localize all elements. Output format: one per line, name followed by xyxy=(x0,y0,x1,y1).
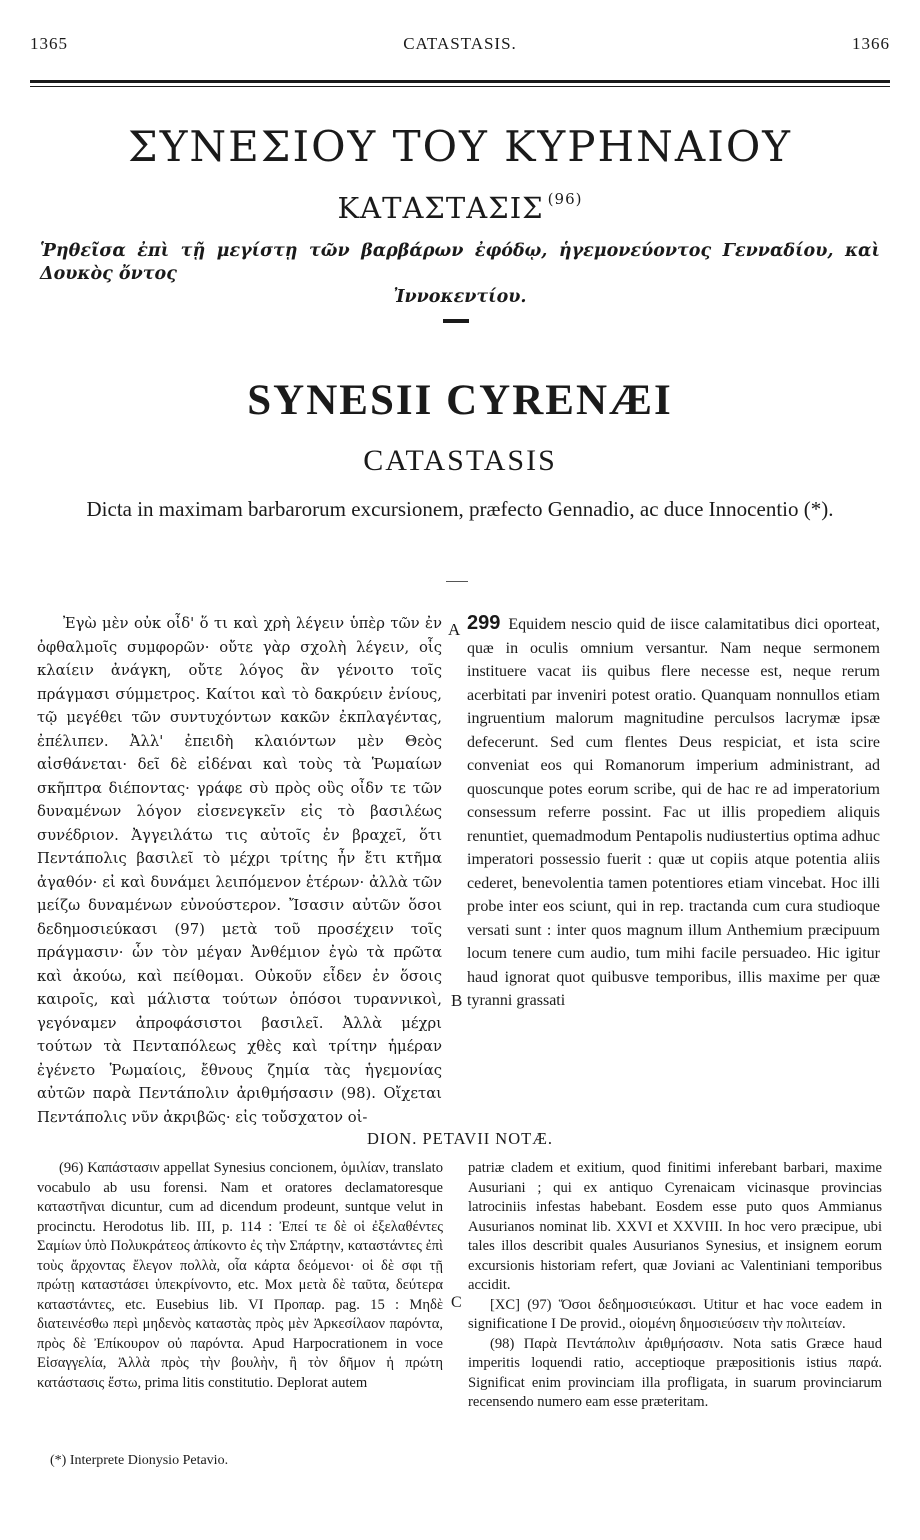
greek-subtitle xyxy=(0,190,920,225)
note-96: (96) Καπάστασιν appellat Synesius concionem, ὁμιλίαν, translato vocabulo ab usu forensi. Nam et oratores declamatoresque καταστῆναι dicuntur, cum ad dicendum prodeunt, suntque velut in procinctu. Herodotus lib. III, p. 114 : Ἐπεί τε δὲ οἱ ἐξελαθέντες Σαμίων ὑπὸ Πολυκράτεος ἀπίκοντο ἐς τὴν Σπάρτην, καταστάντες ἐπὶ τοὺς ἄρχοντας ἔλεγον πολλὰ, οἷα κάρτα δεόμενοι· οἱ δὲ σφι τῇ πρώτῃ καταστάσει ὑπεκρίνοντο, etc. Mox μετὰ δὲ ταῦτα, δεύτερα καταστάντες, etc. Eusebius lib. VI Προπαρ. pag. 15 : Μηδὲ διατεινέσθω περὶ μηδενὸς καταστὰς πρὸς μὲν Ἀρκεσίλαον παρόντα, πρὸς δὲ Ἐπίκουρον οὐ παρόντα. Apud Harpocrationem in voce Εἰσαγγελία, Ἀλλὰ πρὸς τὴν βουλὴν, ἢ τὸν δῆμον ἡ πρώτη κατάστασις ἔστω, prima litis constitutio. Deplorat autem xyxy=(37,1160,443,1391)
header-rule-thin xyxy=(30,86,890,87)
section-dash xyxy=(443,319,469,323)
latin-description: Dicta in maximam barbarorum excursionem, præfecto Gennadio, ac duce Innocentio (*). xyxy=(86,497,834,521)
header-rule-thick xyxy=(30,80,890,83)
notes-right-column xyxy=(468,1159,882,1413)
greek-description xyxy=(40,240,880,309)
greek-subtitle-note: (96) xyxy=(547,190,583,208)
latin-subtitle: CATASTASIS xyxy=(363,444,557,477)
latin-body-text: Equidem nescio quid de iisce calamitatibus dici oporteat, quæ in oculis omnium versantur. Nam neque sermonem instituere vacat iis quibus flere necesse est, neque rerum acerbitati par inveniri potest oratio. Quanquam nonnullos etiam ingruentium malorum magnitudine perculsos lacrymæ ipsæ defecerunt. Sed cum flentes Deus respiciat, et ista scire conveniat eos qui Romanorum imperium administrant, ad quoscunque potes eorum scribe, qui de hac re ad imperatorium consessum referre possint. Fac ut illis propediem aliquis renuntiet, quemadmodum Pentapolis nudiustertius optima adhuc imperatori possessio fuerit : quæ ut copiis atque potentia aliis cederet, benevolentia tamen potentiores etiam vincebat. Hoc illi probe inter eos sciunt, qui in rep. tractanda cum cura studioque versati sunt : inter quos magnum illum Anthemium præcipuum locum tenere cum audio, tum mihi facile persuadeo. Hic igitur haud ignorat quot quibusve temporibus, illis maxime per quæ tyranni grassati xyxy=(467,616,880,1009)
greek-column xyxy=(37,612,442,1129)
note-96-continued: patriæ cladem et exitium, quod finitimi inferebant barbari, maxime Ausuriani ; qui ex antiquo Cyrenaicam vicinasque provincias latrociniis infestas habebant. Eosdem esse puto quos Ammianus Ausurianos nominat lib. XXVI et XXVIII. In hoc vero præcipue, ubi tales illos describit quales Ausurianos Synesius, et insignem eorum excursionis historiam refert, quæ Joviani ac Valentiniani temporibus accidit. xyxy=(468,1160,882,1293)
translator-footnote: (*) Interprete Dionysio Petavio. xyxy=(50,1453,229,1468)
latin-column xyxy=(467,612,880,1013)
margin-marker-a: A xyxy=(448,620,461,639)
page-number-right: 1366 xyxy=(852,34,890,53)
page-number-left: 1365 xyxy=(30,34,68,53)
notes-heading: DION. PETAVII NOTÆ. xyxy=(366,1129,554,1148)
margin-marker-b: B xyxy=(451,991,463,1010)
note-97: [XC] (97) Ὅσοι δεδημοσιεύκασι. Utitur et hac voce eadem in significatione I De provid., οἰομένη δημοσιεύσειν τὴν πολιτείαν. xyxy=(468,1296,882,1332)
column-number: 299 xyxy=(467,612,501,634)
greek-description-line1: Ῥηθεῖσα ἐπὶ τῇ μεγίστῃ τῶν βαρβάρων ἐφόδῳ, ἡγεμονεύοντος Γενναδίου, καὶ Δουκὸς ὄντος xyxy=(40,241,880,284)
running-head: CATASTASIS. xyxy=(403,34,517,53)
small-divider xyxy=(446,581,468,582)
greek-subtitle-text: ΚΑΤΑΣΤΑΣΙΣ xyxy=(337,191,544,225)
note-98: (98) Παρὰ Πεντάπολιν ἀριθμήσασιν. Nota satis Græce haud imperitis loquendi ratio, acceptioque præpositionis istius παρά. Significat enim provinciam illa profligata, in suarum provinciarum recensendo numero eam esse præteritam. xyxy=(468,1335,882,1410)
greek-body-text: Ἐγὼ μὲν οὐκ οἶδ' ὅ τι καὶ χρὴ λέγειν ὑπὲρ τῶν ἐν ὀφθαλμοῖς συμφορῶν· οὔτε γὰρ σχολὴ λέγειν, οἷς κλαίειν ἀνάγκη, οὔτε λόγος ἂν γένοιτο τοῖς πράγμασι σύμμετρος. Καίτοι καὶ τὸ δακρύειν ἐνίους, τῷ μεγέθει τῶν συντυχόντων κακῶν ἐκπλαγέντας, ἐπέλιπεν. Ἀλλ' ἐπειδὴ κλαιόντων μὲν Θεὸς αἰσθάνεται· δεῖ δὲ εἰδέναι καὶ τοὺς τὰ Ῥωμαίων σκῆπτρα διέποντας· γράφε σὺ πρὸς οὓς οἶδν τε τῶν δυναμένων λόγον εἰσενεγκεῖν εἰς τὸ βασιλέως συνέδριον. Ἀγγειλάτω τις αὐτοῖς ἐν βραχεῖ, ὅτι Πεντάπολις βασιλεῖ τὸ μέχρι τρίτης ἦν ἔτι κτῆμα ἀγαθόν· εἰ καὶ δυνάμει λειπόμενον ἑτέρων· ἀλλὰ τῶν μείζω δυναμένων εὐνούστερον. Ἴσασιν αὐτῶν ὅσοι δεδημοσιεύκασι (97) μετὰ τοῦ προσέχειν τοῖς πράγμασιν· ὧν τὸν μέγαν Ἀνθέμιον ἐγὼ τὰ πρῶτα καὶ ἀκούω, καὶ πείθομαι. Οὐκοῦν εἶδεν ἐν ὅσοις καιροῖς, καὶ μάλιστα τούτων ὁπόσοι τυραννικοὶ, γεγόναμεν ἀπροφάσιστοι βασιλεῖ. Ἀλλὰ μέχρι τούτων τὰ Πενταπόλεως χθὲς καὶ τρίτην ἡμέραν ἐγένετο Ῥωμαίοις, ἔθνους ζημία τὰς ἡγεμονίας αὐτῶν παρὰ Πεντάπολιν ἀριθμήσασιν (98). Οἴχεται Πεντάπολις νῦν ἀκριβῶς· εἰς τοὔσχατον οἰ- xyxy=(37,615,442,1126)
notes-left-column xyxy=(37,1159,443,1393)
greek-title: ΣΥΝΕΣΙΟΥ ΤΟΥ ΚΥΡΗΝΑΙΟΥ xyxy=(128,122,792,171)
latin-paragraph xyxy=(467,612,880,1013)
greek-description-line2: Ἰννοκεντίου. xyxy=(393,287,527,307)
latin-title: SYNESII CYRENÆI xyxy=(247,377,673,424)
margin-marker-c: C xyxy=(451,1294,462,1311)
